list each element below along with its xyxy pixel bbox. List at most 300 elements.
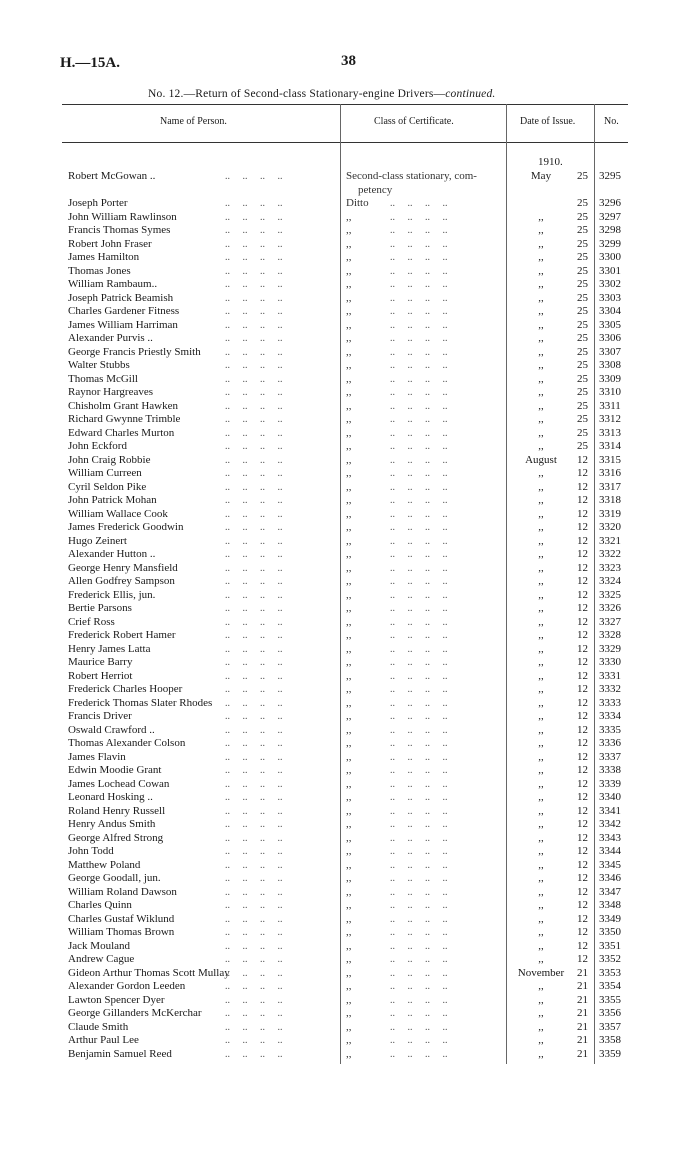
issue-month: ,, bbox=[538, 480, 544, 493]
issue-day: 21 bbox=[577, 980, 588, 992]
issue-month: ,, bbox=[538, 926, 544, 938]
certificate-number: 3324 bbox=[599, 575, 621, 587]
person-name: Alexander Gordon Leeden bbox=[68, 980, 186, 992]
issue-month: ,, bbox=[538, 264, 544, 277]
person-name: Oswald Crawford .. bbox=[68, 723, 155, 736]
issue-day: 12 bbox=[577, 953, 588, 965]
certificate-class: ,, bbox=[346, 912, 352, 925]
person-name: Charles Gardener Fitness bbox=[68, 305, 180, 317]
issue-month: ,, bbox=[538, 588, 544, 601]
certificate-number: 3319 bbox=[599, 507, 621, 520]
person-name: Alexander Hutton .. bbox=[68, 548, 156, 560]
leader-dots: .. .. .. .. bbox=[225, 346, 283, 358]
issue-month: ,, bbox=[538, 858, 544, 871]
table-row bbox=[0, 575, 700, 589]
leader-dots: .. .. .. .. bbox=[225, 211, 283, 223]
issue-month: ,, bbox=[538, 696, 544, 709]
table-row bbox=[0, 1048, 700, 1062]
column-header-date: Date of Issue. bbox=[520, 116, 576, 127]
issue-day: 12 bbox=[577, 480, 588, 493]
table-row bbox=[0, 629, 700, 643]
header-rule-top bbox=[62, 104, 628, 105]
certificate-number: 3302 bbox=[599, 278, 621, 290]
certificate-number: 3305 bbox=[599, 318, 621, 331]
leader-dots: .. .. .. .. bbox=[225, 616, 283, 628]
leader-dots: .. .. .. .. bbox=[225, 576, 283, 587]
certificate-class: ,, bbox=[346, 521, 352, 533]
certificate-number: 3359 bbox=[599, 1047, 621, 1060]
certificate-class: ,, bbox=[346, 305, 352, 317]
certificate-class: ,, bbox=[346, 1007, 352, 1019]
table-row bbox=[0, 535, 700, 549]
table-row bbox=[0, 818, 700, 832]
person-name: Roland Henry Russell bbox=[68, 804, 166, 817]
leader-dots: .. .. .. .. bbox=[390, 873, 448, 884]
leader-dots: .. .. .. .. bbox=[390, 630, 448, 641]
leader-dots: .. .. .. .. bbox=[390, 306, 448, 317]
issue-month: ,, bbox=[538, 345, 544, 358]
table-row bbox=[0, 386, 700, 400]
certificate-number: 3315 bbox=[599, 453, 621, 466]
person-name: Francis Thomas Symes bbox=[68, 224, 171, 236]
leader-dots: .. .. .. .. bbox=[390, 468, 448, 479]
leader-dots: .. .. .. .. bbox=[225, 1008, 283, 1019]
certificate-number: 3335 bbox=[599, 723, 621, 736]
issue-month: ,, bbox=[538, 224, 544, 236]
certificate-class: ,, bbox=[346, 818, 352, 830]
certificate-class: ,, bbox=[346, 386, 352, 398]
person-name: Thomas Alexander Colson bbox=[68, 737, 186, 749]
leader-dots: .. .. .. .. bbox=[225, 805, 283, 817]
issue-day: 25 bbox=[577, 332, 588, 344]
certificate-class: ,, bbox=[346, 345, 352, 358]
table-row bbox=[0, 994, 700, 1008]
certificate-number: 3313 bbox=[599, 426, 621, 439]
person-name: Raynor Hargreaves bbox=[68, 386, 154, 398]
certificate-class: Second-class stationary, com- bbox=[346, 170, 477, 182]
person-name: Henry Andus Smith bbox=[68, 818, 156, 830]
person-name: Robert Herriot bbox=[68, 669, 133, 682]
certificate-class: ,, bbox=[346, 791, 352, 803]
table-row bbox=[0, 602, 700, 616]
leader-dots: .. .. .. .. bbox=[225, 171, 283, 182]
certificate-number: 3309 bbox=[599, 372, 621, 385]
table-row bbox=[0, 481, 700, 495]
leader-dots: .. .. .. .. bbox=[225, 360, 283, 371]
issue-day: 12 bbox=[577, 588, 588, 601]
certificate-number: 3347 bbox=[599, 885, 621, 898]
certificate-number: 3311 bbox=[599, 399, 621, 412]
table-row bbox=[0, 400, 700, 414]
issue-day: 12 bbox=[577, 656, 588, 668]
leader-dots: .. .. .. .. bbox=[225, 198, 283, 209]
certificate-class: ,, bbox=[346, 845, 352, 857]
table-row bbox=[0, 170, 700, 184]
leader-dots: .. .. .. .. bbox=[390, 589, 448, 601]
leader-dots: .. .. .. .. bbox=[390, 846, 448, 857]
certificate-number: 3337 bbox=[599, 750, 621, 763]
leader-dots: .. .. .. .. bbox=[225, 981, 283, 992]
person-name: Maurice Barry bbox=[68, 656, 133, 668]
leader-dots: .. .. .. .. bbox=[390, 387, 448, 398]
issue-month: ,, bbox=[538, 534, 544, 547]
person-name: Joseph Patrick Beamish bbox=[68, 291, 174, 304]
leader-dots: .. .. .. .. bbox=[225, 387, 283, 398]
certificate-number: 3339 bbox=[599, 777, 621, 790]
person-name: Cyril Seldon Pike bbox=[68, 480, 147, 493]
issue-month: ,, bbox=[538, 804, 544, 817]
table-row bbox=[0, 697, 700, 711]
certificate-class: ,, bbox=[346, 615, 352, 628]
person-name: Lawton Spencer Dyer bbox=[68, 993, 165, 1006]
column-header-name: Name of Person. bbox=[160, 116, 227, 127]
issue-day: 12 bbox=[577, 750, 588, 763]
leader-dots: .. .. .. .. bbox=[225, 643, 283, 655]
certificate-number: 3295 bbox=[599, 170, 621, 182]
leader-dots: .. .. .. .. bbox=[390, 576, 448, 587]
certificate-number: 3356 bbox=[599, 1007, 621, 1019]
certificate-number: 3306 bbox=[599, 332, 621, 344]
certificate-number: 3322 bbox=[599, 548, 621, 560]
certificate-number: 3344 bbox=[599, 845, 621, 857]
leader-dots: .. .. .. .. bbox=[225, 927, 283, 938]
table-row bbox=[0, 265, 700, 279]
leader-dots: .. .. .. .. bbox=[225, 1021, 283, 1033]
issue-month: ,, bbox=[538, 372, 544, 385]
leader-dots: .. .. .. .. bbox=[390, 616, 448, 628]
certificate-number: 3330 bbox=[599, 656, 621, 668]
issue-day: 25 bbox=[577, 440, 588, 452]
leader-dots: .. .. .. .. bbox=[225, 1048, 283, 1060]
issue-month: August bbox=[525, 453, 557, 466]
leader-dots: .. .. .. .. bbox=[390, 400, 448, 412]
table-row-continuation bbox=[0, 184, 700, 198]
issue-day: 25 bbox=[577, 359, 588, 371]
person-name: Jack Mouland bbox=[68, 939, 131, 952]
issue-day: 12 bbox=[577, 723, 588, 736]
certificate-number: 3345 bbox=[599, 858, 621, 871]
issue-day: 12 bbox=[577, 872, 588, 884]
leader-dots: .. .. .. .. bbox=[225, 252, 283, 263]
issue-month: ,, bbox=[538, 764, 544, 776]
person-name: Chisholm Grant Hawken bbox=[68, 399, 178, 412]
issue-day: 25 bbox=[577, 197, 588, 209]
issue-day: 25 bbox=[577, 345, 588, 358]
table-row bbox=[0, 940, 700, 954]
leader-dots: .. .. .. .. bbox=[390, 522, 448, 533]
certificate-class: ,, bbox=[346, 224, 352, 236]
person-name: John Eckford bbox=[68, 440, 127, 452]
leader-dots: .. .. .. .. bbox=[390, 535, 448, 547]
issue-month: ,, bbox=[538, 669, 544, 682]
person-name: George Gillanders McKerchar bbox=[68, 1007, 202, 1019]
issue-day: 12 bbox=[577, 642, 588, 655]
certificate-class: ,, bbox=[346, 359, 352, 371]
person-name: James Flavin bbox=[68, 750, 126, 763]
certificate-class: ,, bbox=[346, 561, 352, 574]
issue-month: ,, bbox=[538, 318, 544, 331]
certificate-class: ,, bbox=[346, 858, 352, 871]
leader-dots: .. .. .. .. bbox=[390, 792, 448, 803]
certificate-class: ,, bbox=[346, 602, 352, 614]
issue-day: 12 bbox=[577, 831, 588, 844]
leader-dots: .. .. .. .. bbox=[225, 481, 283, 493]
table-row bbox=[0, 346, 700, 360]
certificate-number: 3323 bbox=[599, 561, 621, 574]
certificate-number: 3340 bbox=[599, 791, 621, 803]
table-row bbox=[0, 494, 700, 508]
leader-dots: .. .. .. .. bbox=[390, 886, 448, 898]
table-row bbox=[0, 913, 700, 927]
person-name: Andrew Cague bbox=[68, 953, 135, 965]
certificate-number: 3355 bbox=[599, 993, 621, 1006]
table-row bbox=[0, 710, 700, 724]
issue-day: 12 bbox=[577, 885, 588, 898]
certificate-number: 3331 bbox=[599, 669, 621, 682]
certificate-class: ,, bbox=[346, 656, 352, 668]
person-name: Gideon Arthur Thomas Scott Mullay bbox=[68, 966, 230, 979]
leader-dots: .. .. .. .. bbox=[390, 1008, 448, 1019]
leader-dots: .. .. .. .. bbox=[390, 454, 448, 466]
leader-dots: .. .. .. .. bbox=[390, 751, 448, 763]
person-name: William Wallace Cook bbox=[68, 507, 168, 520]
certificate-class: ,, bbox=[346, 872, 352, 884]
issue-day: 12 bbox=[577, 534, 588, 547]
certificate-class: ,, bbox=[346, 1034, 352, 1046]
page-number: 38 bbox=[341, 53, 356, 69]
person-name: Frederick Thomas Slater Rhodes bbox=[68, 696, 213, 709]
certificate-class: ,, bbox=[346, 1047, 352, 1060]
person-name: James Hamilton bbox=[68, 251, 140, 263]
table-row bbox=[0, 562, 700, 576]
leader-dots: .. .. .. .. bbox=[225, 508, 283, 520]
leader-dots: .. .. .. .. bbox=[390, 765, 448, 776]
certificate-class: ,, bbox=[346, 723, 352, 736]
certificate-class: ,, bbox=[346, 939, 352, 952]
table-row bbox=[0, 926, 700, 940]
certificate-class: ,, bbox=[346, 494, 352, 506]
table-row bbox=[0, 656, 700, 670]
leader-dots: .. .. .. .. bbox=[225, 373, 283, 385]
issue-day: 12 bbox=[577, 669, 588, 682]
certificate-class: ,, bbox=[346, 993, 352, 1006]
table-row bbox=[0, 670, 700, 684]
person-name: William Curreen bbox=[68, 467, 142, 479]
leader-dots: .. .. .. .. bbox=[225, 954, 283, 965]
certificate-class: ,, bbox=[346, 588, 352, 601]
leader-dots: .. .. .. .. bbox=[225, 670, 283, 682]
leader-dots: .. .. .. .. bbox=[390, 225, 448, 236]
certificate-number: 3341 bbox=[599, 804, 621, 817]
issue-month: ,, bbox=[538, 251, 544, 263]
issue-month: ,, bbox=[538, 939, 544, 952]
certificate-class: ,, bbox=[346, 548, 352, 560]
issue-month: ,, bbox=[538, 1047, 544, 1060]
certificate-class: ,, bbox=[346, 575, 352, 587]
column-header-no: No. bbox=[604, 116, 619, 127]
leader-dots: .. .. .. .. bbox=[390, 724, 448, 736]
person-name: Joseph Porter bbox=[68, 197, 128, 209]
leader-dots: .. .. .. .. bbox=[390, 900, 448, 911]
issue-day: 21 bbox=[577, 1034, 588, 1046]
leader-dots: .. .. .. .. bbox=[390, 1035, 448, 1046]
leader-dots: .. .. .. .. bbox=[390, 805, 448, 817]
person-name: Alexander Purvis .. bbox=[68, 332, 153, 344]
issue-day: 12 bbox=[577, 494, 588, 506]
issue-month: ,, bbox=[538, 1034, 544, 1046]
issue-month: ,, bbox=[538, 831, 544, 844]
issue-month: ,, bbox=[538, 602, 544, 614]
table-row bbox=[0, 251, 700, 265]
issue-day: 12 bbox=[577, 467, 588, 479]
certificate-number: 3342 bbox=[599, 818, 621, 830]
leader-dots: .. .. .. .. bbox=[390, 279, 448, 290]
issue-day: 21 bbox=[577, 966, 588, 979]
issue-day: 25 bbox=[577, 426, 588, 439]
issue-day: 12 bbox=[577, 858, 588, 871]
person-name: William Thomas Brown bbox=[68, 926, 175, 938]
certificate-number: 3297 bbox=[599, 210, 621, 223]
certificate-number: 3307 bbox=[599, 345, 621, 358]
leader-dots: .. .. .. .. bbox=[225, 319, 283, 331]
certificate-class: ,, bbox=[346, 737, 352, 749]
issue-day: 12 bbox=[577, 561, 588, 574]
issue-month: ,, bbox=[538, 615, 544, 628]
person-name: Richard Gwynne Trimble bbox=[68, 413, 181, 425]
issue-month: ,, bbox=[538, 507, 544, 520]
certificate-class: ,, bbox=[346, 399, 352, 412]
table-row bbox=[0, 1021, 700, 1035]
table-title bbox=[148, 88, 495, 100]
issue-day: 12 bbox=[577, 777, 588, 790]
issue-month: ,, bbox=[538, 818, 544, 830]
certificate-number: 3310 bbox=[599, 386, 621, 398]
leader-dots: .. .. .. .. bbox=[225, 859, 283, 871]
leader-dots: .. .. .. .. bbox=[390, 994, 448, 1006]
issue-day: 25 bbox=[577, 318, 588, 331]
issue-day: 12 bbox=[577, 629, 588, 641]
issue-day: 12 bbox=[577, 818, 588, 830]
leader-dots: .. .. .. .. bbox=[390, 549, 448, 560]
person-name: Charles Gustaf Wiklund bbox=[68, 912, 175, 925]
leader-dots: .. .. .. .. bbox=[225, 684, 283, 695]
table-row bbox=[0, 791, 700, 805]
certificate-class: ,, bbox=[346, 453, 352, 466]
table-row bbox=[0, 589, 700, 603]
certificate-class: Ditto bbox=[346, 197, 369, 209]
table-row bbox=[0, 440, 700, 454]
table-row bbox=[0, 454, 700, 468]
leader-dots: .. .. .. .. bbox=[225, 225, 283, 236]
person-name: Frederick Robert Hamer bbox=[68, 629, 176, 641]
leader-dots: .. .. .. .. bbox=[390, 481, 448, 493]
table-row bbox=[0, 305, 700, 319]
leader-dots: .. .. .. .. bbox=[390, 252, 448, 263]
person-name: James Frederick Goodwin bbox=[68, 521, 184, 533]
person-name: James William Harriman bbox=[68, 318, 178, 331]
leader-dots: .. .. .. .. bbox=[390, 292, 448, 304]
certificate-number: 3303 bbox=[599, 291, 621, 304]
table-row bbox=[0, 953, 700, 967]
issue-month: ,, bbox=[538, 872, 544, 884]
certificate-class: ,, bbox=[346, 750, 352, 763]
person-name: Leonard Hosking .. bbox=[68, 791, 153, 803]
issue-day: 12 bbox=[577, 899, 588, 911]
issue-month: ,, bbox=[538, 912, 544, 925]
leader-dots: .. .. .. .. bbox=[390, 1021, 448, 1033]
table-row bbox=[0, 413, 700, 427]
table-row bbox=[0, 724, 700, 738]
certificate-class: ,, bbox=[346, 629, 352, 641]
certificate-number: 3334 bbox=[599, 710, 621, 722]
certificate-number: 3346 bbox=[599, 872, 621, 884]
issue-day: 12 bbox=[577, 696, 588, 709]
certificate-class: ,, bbox=[346, 710, 352, 722]
certificate-class: ,, bbox=[346, 966, 352, 979]
leader-dots: .. .. .. .. bbox=[225, 562, 283, 574]
certificate-class-continued: petency bbox=[358, 183, 393, 196]
certificate-number: 3312 bbox=[599, 413, 621, 425]
leader-dots: .. .. .. .. bbox=[225, 846, 283, 857]
issue-month: ,, bbox=[538, 575, 544, 587]
leader-dots: .. .. .. .. bbox=[225, 427, 283, 439]
leader-dots: .. .. .. .. bbox=[390, 940, 448, 952]
leader-dots: .. .. .. .. bbox=[225, 306, 283, 317]
leader-dots: .. .. .. .. bbox=[390, 441, 448, 452]
person-name: Frederick Ellis, jun. bbox=[68, 588, 156, 601]
certificate-number: 3299 bbox=[599, 237, 621, 250]
issue-month: ,, bbox=[538, 359, 544, 371]
year-label: 1910. bbox=[538, 156, 563, 168]
issue-day: 12 bbox=[577, 521, 588, 533]
person-name: Edward Charles Murton bbox=[68, 426, 175, 439]
leader-dots: .. .. .. .. bbox=[225, 495, 283, 506]
issue-month: ,, bbox=[538, 710, 544, 722]
leader-dots: .. .. .. .. bbox=[225, 265, 283, 277]
leader-dots: .. .. .. .. bbox=[390, 711, 448, 722]
table-row bbox=[0, 224, 700, 238]
leader-dots: .. .. .. .. bbox=[390, 657, 448, 668]
person-name: Charles Quinn bbox=[68, 899, 132, 911]
issue-month: ,, bbox=[538, 1007, 544, 1019]
certificate-class: ,, bbox=[346, 467, 352, 479]
certificate-class: ,, bbox=[346, 318, 352, 331]
leader-dots: .. .. .. .. bbox=[225, 819, 283, 830]
table-row bbox=[0, 859, 700, 873]
certificate-number: 3343 bbox=[599, 831, 621, 844]
leader-dots: .. .. .. .. bbox=[225, 630, 283, 641]
certificate-number: 3318 bbox=[599, 494, 621, 506]
issue-day: 25 bbox=[577, 210, 588, 223]
certificate-class: ,, bbox=[346, 831, 352, 844]
certificate-class: ,, bbox=[346, 777, 352, 790]
certificate-class: ,, bbox=[346, 264, 352, 277]
leader-dots: .. .. .. .. bbox=[390, 373, 448, 385]
person-name: Edwin Moodie Grant bbox=[68, 764, 162, 776]
certificate-number: 3336 bbox=[599, 737, 621, 749]
issue-day: 12 bbox=[577, 804, 588, 817]
leader-dots: .. .. .. .. bbox=[390, 670, 448, 682]
issue-day: 21 bbox=[577, 1020, 588, 1033]
person-name: George Alfred Strong bbox=[68, 831, 164, 844]
person-name: Claude Smith bbox=[68, 1020, 129, 1033]
issue-day: 25 bbox=[577, 224, 588, 236]
table-row bbox=[0, 521, 700, 535]
issue-month: ,, bbox=[538, 426, 544, 439]
issue-month: ,, bbox=[538, 953, 544, 965]
leader-dots: .. .. .. .. bbox=[390, 1048, 448, 1060]
issue-month: ,, bbox=[538, 777, 544, 790]
